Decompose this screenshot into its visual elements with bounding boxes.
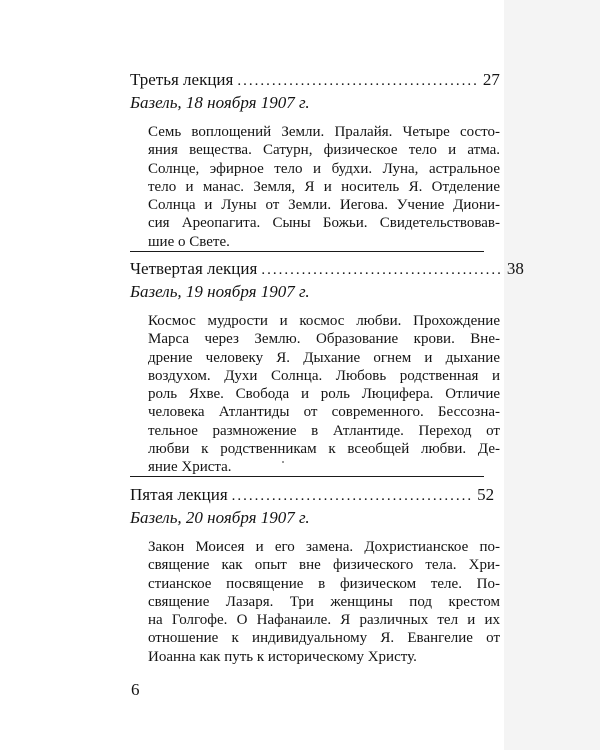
lecture-title: Пятая лекция (130, 485, 228, 504)
summary-line: Солнце, эфирное тело и будхи. Луна, астральное (148, 160, 500, 177)
lecture-title: Четвертая лекция (130, 259, 258, 278)
dot-leader: .......................................... (231, 488, 474, 504)
toc-entry-third-lecture[interactable] (130, 69, 500, 251)
summary-line: тельное размножение в Атлантиде. Переход от (148, 422, 500, 439)
summary-line: священие как опыт вне физического тела. Хри- (148, 557, 500, 574)
section-divider (130, 251, 484, 252)
summary-line: Марса через Землю. Образование крови. Вне- (148, 331, 500, 348)
print-speck (282, 461, 284, 463)
summary-line: человека Атлантиды от современного. Бессозна- (148, 404, 500, 421)
summary-line: Семь воплощений Земли. Пралайя. Четыре состо- (148, 124, 500, 140)
section-divider (130, 476, 484, 477)
lecture-title: Третья лекция (130, 70, 234, 89)
dot-leader: .......................................... (261, 262, 503, 278)
dot-leader: .......................................... (237, 73, 479, 89)
summary-line: стианское посвящение в физическом теле. По- (148, 575, 500, 592)
lecture-place-date: Базель, 18 ноября 1907 г. (130, 93, 310, 112)
toc-entry-heading (130, 258, 524, 281)
summary-line: Иоанна как путь к историческому Христу. (148, 648, 417, 665)
summary-line: Космос мудрости и космос любви. Прохождение (148, 313, 500, 329)
summary-line: яния вещества. Сатурн, физическое тело и атма. (148, 142, 500, 159)
summary-line: Солнца и Луны от Земли. Иегова. Учение Диони- (148, 197, 500, 214)
page-number: 6 (131, 680, 140, 699)
lecture-place-date: Базель, 19 ноября 1907 г. (130, 282, 310, 301)
toc-entry-heading (130, 484, 495, 507)
lecture-summary (148, 538, 500, 666)
summary-line: тело и манас. Земля, Я и носитель Я. Отделение (148, 178, 500, 195)
summary-line: яние Христа. (148, 459, 232, 476)
toc-entry-fourth-lecture[interactable] (130, 258, 524, 477)
summary-line: Закон Моисея и его замена. Дохристианское по- (148, 539, 500, 555)
lecture-summary (148, 312, 500, 477)
summary-line: на Голгофе. О Нафанаиле. Я различных тел и их (148, 612, 500, 629)
summary-line: шие о Свете. (148, 233, 230, 250)
page-reference: 52 (477, 485, 495, 504)
toc-entry-heading (130, 69, 500, 92)
summary-line: любви к родственникам к всеобщей любви. Де- (148, 441, 500, 458)
page-reference: 27 (482, 70, 500, 89)
summary-line: дрение человеку Я. Дыхание огнем и дыхание (148, 349, 500, 366)
summary-line: отношение к индивидуальному Я. Евангелие от (148, 630, 500, 647)
summary-line: священие Лазаря. Три женщины под крестом (148, 593, 500, 610)
toc-entry-fifth-lecture[interactable] (130, 484, 500, 666)
lecture-summary (148, 123, 500, 251)
summary-line: роль Яхве. Свобода и роль Люцифера. Отличие (148, 386, 500, 403)
summary-line: сия Ареопагита. Сыны Божьи. Свидетельствовав- (148, 215, 500, 232)
lecture-place-date: Базель, 20 ноября 1907 г. (130, 508, 310, 527)
summary-line: воздухом. Духи Солнца. Любовь родственная и (148, 367, 500, 384)
page-reference: 38 (506, 259, 524, 278)
